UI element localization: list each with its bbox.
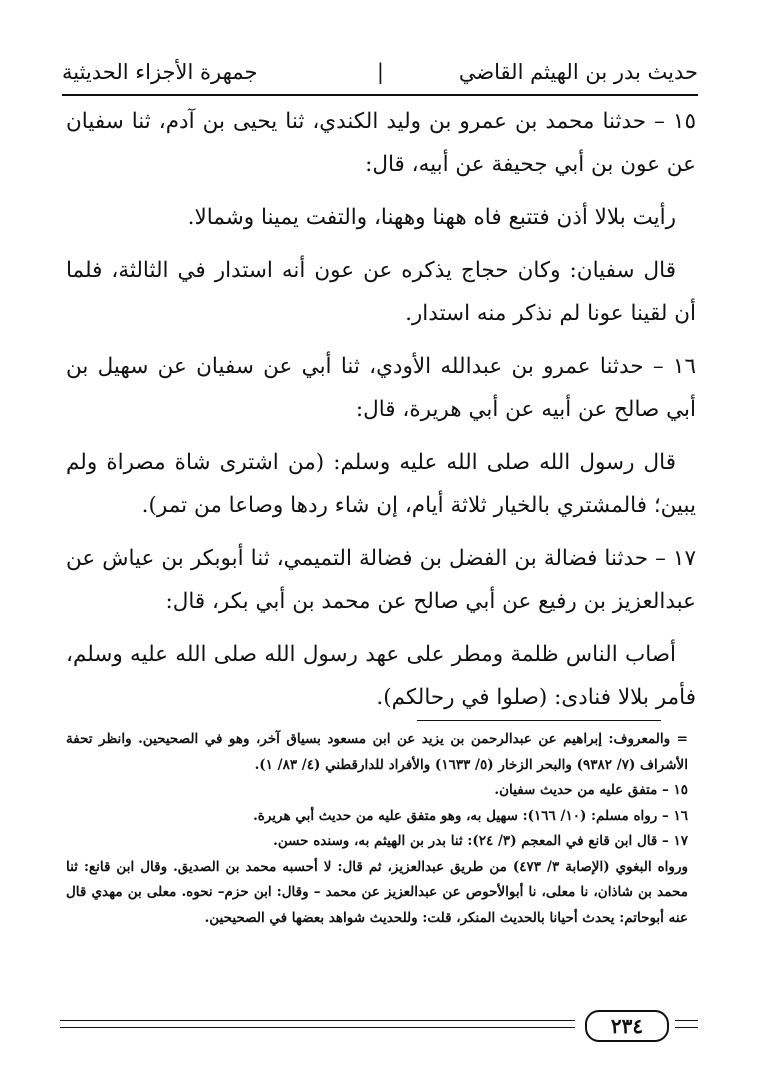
page-number: ٢٣٤ xyxy=(585,1010,669,1042)
footnote-continued: = والمعروف: إبراهيم عن عبدالرحمن بن يزيد عن ابن مسعود بسياق آخر، وهو في الصحيحين. وانظر تحفة الأشراف (٧/ ٩٣٨٢) والبحر الزخار (٥/ ١٦٣٣) والأفراد للدارقطني (٤/ ٨٣/ ١). xyxy=(66,731,688,773)
footnote-16: ١٦ – رواه مسلم: (١٠/ ١٦٦): سهيل به، وهو متفق عليه من حديث أبي هريرة. xyxy=(253,807,688,824)
footnote-17: ١٧ – قال ابن قانع في المعجم (٣/ ٢٤): ثنا بدر بن الهيثم به، وسنده حسن. xyxy=(273,833,688,849)
hadith-17-isnad: ١٧ – حدثنا فضالة بن الفضل بن فضالة التميمي، ثنا أبوبكر بن عياش عن عبدالعزيز بن رفيع عن أبي صالح عن محمد بن أبي بكر، قال: xyxy=(66,546,696,614)
hadith-15-comment: قال سفيان: وكان حجاج يذكره عن عون أنه استدار في الثالثة، فلما أن لقينا عونا لم نذكر منه استدار. xyxy=(66,258,696,326)
footnotes xyxy=(66,727,688,931)
footer-rule-left xyxy=(60,1020,575,1028)
hadith-17-matn: أصاب الناس ظلمة ومطر على عهد رسول الله صلى الله عليه وسلم، فأمر بلالا فنادى: (صلوا في رحالكم). xyxy=(66,642,696,710)
book-title: حديث بدر بن الهيثم القاضي xyxy=(458,60,698,84)
hadith-16-matn: قال رسول الله صلى الله عليه وسلم: (من اشترى شاة مصراة ولم يبين؛ فالمشتري بالخيار ثلاثة أيام، إن شاء ردها وصاعا من تمر). xyxy=(66,450,696,518)
running-header xyxy=(62,56,698,96)
header-rule xyxy=(62,94,698,96)
footnote-15: ١٥ – متفق عليه من حديث سفيان. xyxy=(494,782,688,798)
series-title: جمهرة الأجزاء الحديثية xyxy=(62,60,258,84)
main-text xyxy=(66,100,696,719)
footer-rule-right xyxy=(675,1020,698,1028)
header-separator: | xyxy=(376,60,384,84)
hadith-15-matn: رأيت بلالا أذن فتتبع فاه ههنا وههنا، والتفت يمينا وشمالا. xyxy=(187,205,676,230)
footnote-rule xyxy=(417,720,661,721)
footnote-17-continued: ورواه البغوي (الإصابة ٣/ ٤٧٣) من طريق عبدالعزيز، ثم قال: لا أحسبه محمد بن الصديق. وقال ابن قانع: ثنا محمد بن شاذان، نا معلى، نا أبوالأحوص عن عبدالعزيز عن محمد – وقال: ابن حزم– نحوه. معلى بن مهدي قال عنه أبوحاتم: يحدث أحيانا بالحديث المنكر، قلت: وللحديث شواهد بعضها في الصحيحين. xyxy=(66,858,688,926)
hadith-16-isnad: ١٦ – حدثنا عمرو بن عبدالله الأودي، ثنا أبي عن سفيان عن سهيل بن أبي صالح عن أبيه عن أبي هريرة، قال: xyxy=(66,354,696,422)
hadith-15-isnad: ١٥ – حدثنا محمد بن عمرو بن وليد الكندي، ثنا يحيى بن آدم، ثنا سفيان عن عون بن أبي جحيفة عن أبيه، قال: xyxy=(66,109,696,177)
page-footer xyxy=(60,1010,698,1050)
